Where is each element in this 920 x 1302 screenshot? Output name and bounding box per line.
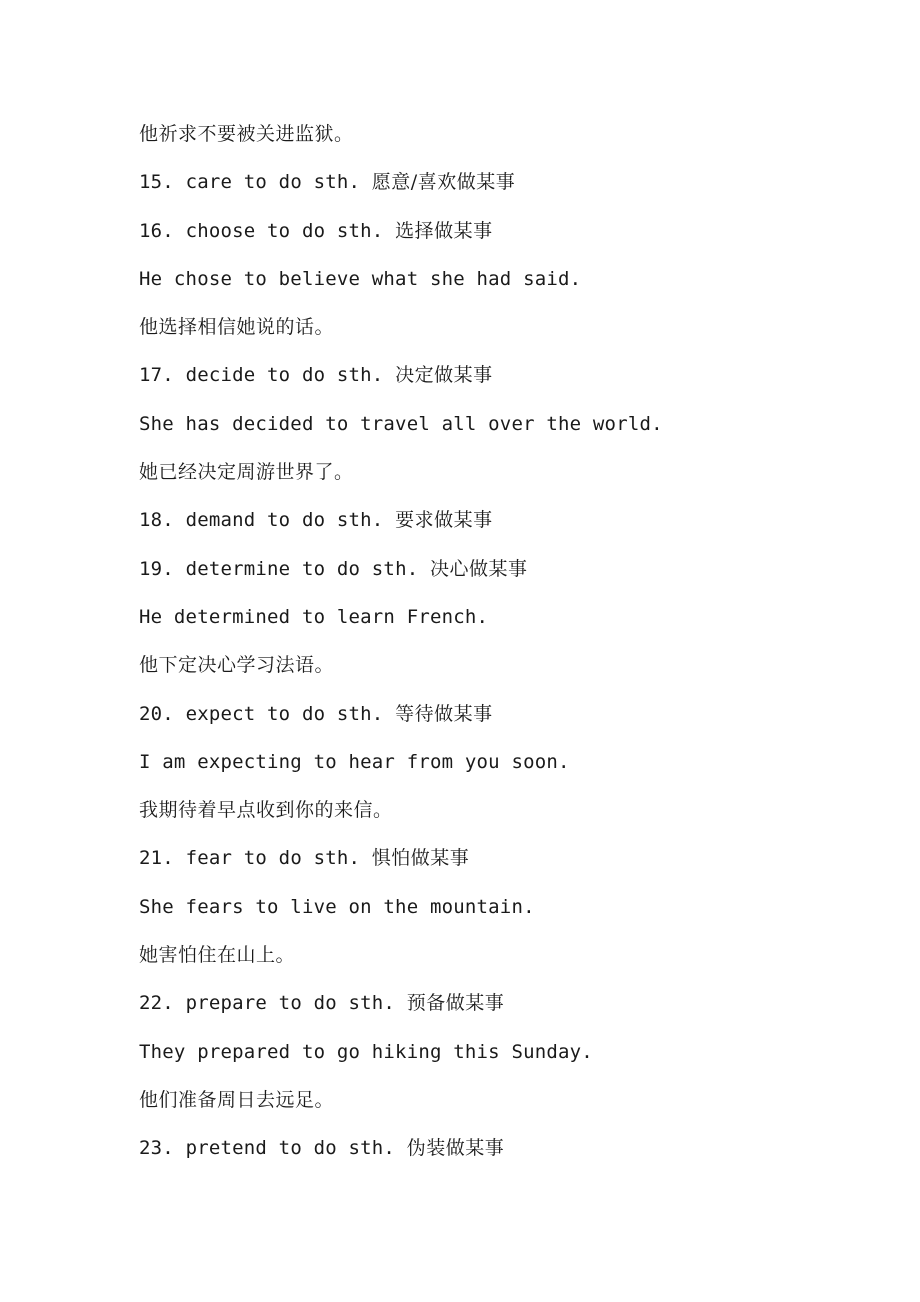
vocab-entry bbox=[139, 698, 879, 746]
example-sentence: I am expecting to hear from you soon. bbox=[139, 750, 570, 773]
entry-phrase: determine to do sth. bbox=[185, 557, 419, 580]
entry-phrase: decide to do sth. bbox=[185, 364, 384, 387]
entry-number: 20. bbox=[139, 702, 174, 725]
example-sentence: He chose to believe what she had said. bbox=[139, 267, 582, 290]
entry-number: 16. bbox=[139, 219, 174, 242]
entry-number: 17. bbox=[139, 364, 174, 387]
vocab-entry bbox=[139, 553, 879, 601]
chinese-translation: 他们准备周日去远足。 bbox=[139, 1088, 335, 1111]
entry-phrase: choose to do sth. bbox=[185, 219, 384, 242]
entry-meaning: 愿意/喜欢做某事 bbox=[371, 171, 516, 194]
entry-number: 18. bbox=[139, 509, 174, 532]
vocab-entry bbox=[139, 987, 879, 1035]
entry-meaning: 要求做某事 bbox=[395, 509, 493, 532]
entry-phrase: expect to do sth. bbox=[185, 702, 384, 725]
chinese-translation: 他选择相信她说的话。 bbox=[139, 316, 335, 339]
entry-meaning: 伪装做某事 bbox=[406, 1137, 505, 1160]
vocab-entry bbox=[139, 1132, 879, 1180]
chinese-translation: 他下定决心学习法语。 bbox=[139, 654, 335, 677]
chinese-translation: 他祈求不要被关进监狱。 bbox=[139, 123, 354, 145]
chinese-translation: 我期待着早点收到你的来信。 bbox=[139, 799, 393, 822]
entry-phrase: demand to do sth. bbox=[185, 509, 384, 532]
example-sentence: She fears to live on the mountain. bbox=[139, 895, 535, 918]
entry-meaning: 选择做某事 bbox=[395, 219, 493, 242]
entry-phrase: care to do sth. bbox=[185, 171, 361, 194]
entry-meaning: 决定做某事 bbox=[395, 364, 493, 387]
chinese-translation: 她已经决定周游世界了。 bbox=[139, 461, 354, 484]
vocab-entry bbox=[139, 504, 879, 552]
example-sentence: She has decided to travel all over the world. bbox=[139, 412, 663, 435]
entry-number: 23. bbox=[139, 1137, 174, 1160]
entry-phrase: prepare to do sth. bbox=[185, 992, 396, 1015]
vocab-entry bbox=[139, 842, 879, 890]
entry-number: 22. bbox=[139, 992, 174, 1015]
example-sentence: He determined to learn French. bbox=[139, 605, 489, 628]
entry-number: 19. bbox=[139, 557, 174, 580]
entry-phrase: pretend to do sth. bbox=[185, 1137, 396, 1160]
document-body bbox=[139, 118, 879, 1181]
entry-meaning: 预备做某事 bbox=[406, 992, 505, 1015]
vocab-entry bbox=[139, 359, 879, 407]
entry-meaning: 等待做某事 bbox=[395, 702, 493, 725]
entry-number: 21. bbox=[139, 847, 174, 870]
entry-number: 15. bbox=[139, 171, 174, 194]
example-sentence: They prepared to go hiking this Sunday. bbox=[139, 1040, 593, 1063]
entry-meaning: 决心做某事 bbox=[429, 557, 528, 580]
vocab-entry bbox=[139, 215, 879, 263]
vocab-entry bbox=[139, 166, 879, 214]
chinese-translation: 她害怕住在山上。 bbox=[139, 944, 296, 967]
entry-meaning: 惧怕做某事 bbox=[371, 847, 470, 870]
entry-phrase: fear to do sth. bbox=[185, 847, 361, 870]
